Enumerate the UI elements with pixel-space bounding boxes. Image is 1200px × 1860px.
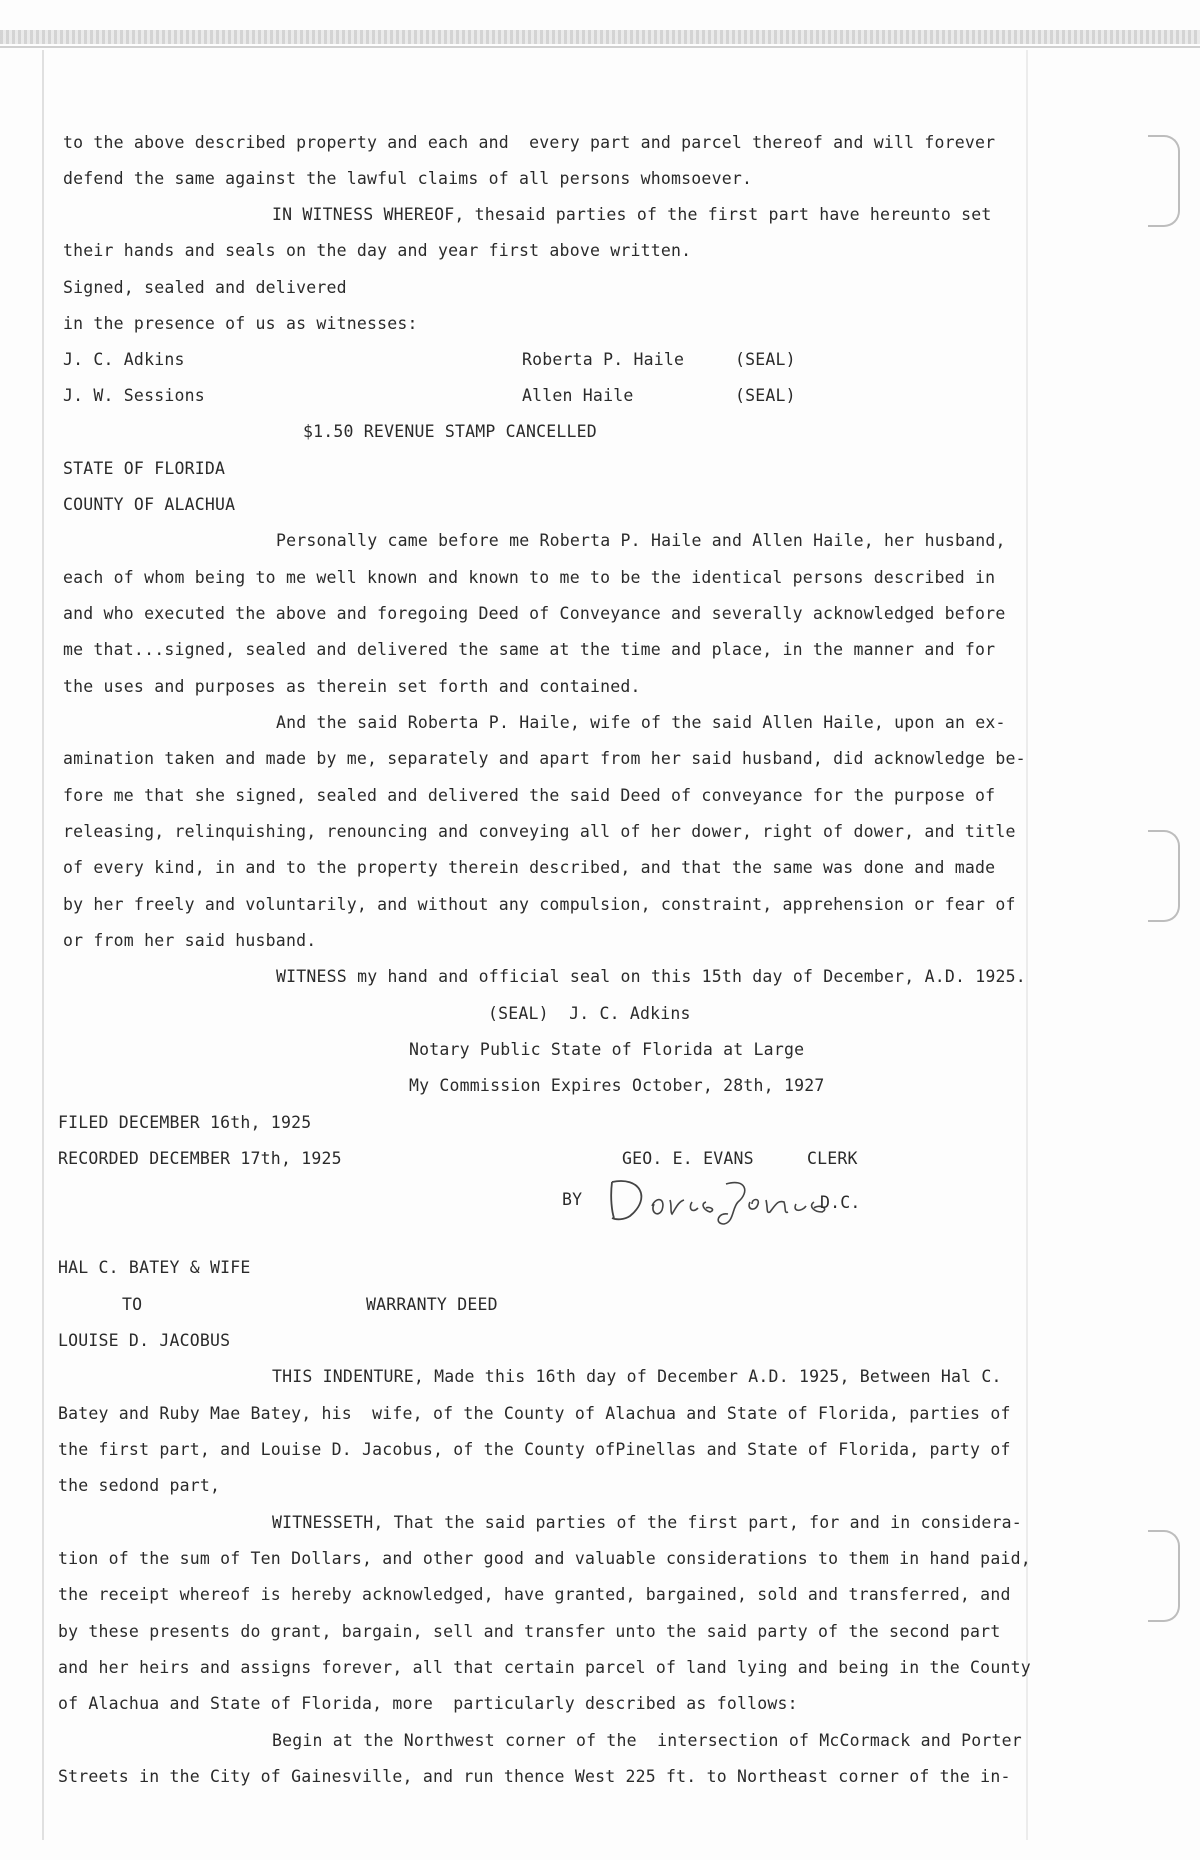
- text-line: to the above described property and each and every part and parcel thereof and will forever: [63, 133, 996, 152]
- text-line: and her heirs and assigns forever, all that certain parcel of land lying and being in the County: [58, 1658, 1031, 1677]
- text-line: tion of the sum of Ten Dollars, and other good and valuable considerations to them in hand paid,: [58, 1549, 1031, 1568]
- text-line: the first part, and Louise D. Jacobus, of the County ofPinellas and State of Florida, party of: [58, 1440, 1011, 1459]
- filed-date: FILED DECEMBER 16th, 1925: [58, 1113, 312, 1132]
- text-line: WITNESSETH, That the said parties of the first part, for and in considera-: [272, 1513, 1022, 1532]
- witness-name: J. C. Adkins: [63, 350, 185, 369]
- notary-title: Notary Public State of Florida at Large: [409, 1040, 805, 1059]
- signatory-name: Allen Haile: [522, 386, 634, 405]
- text-line: Begin at the Northwest corner of the intersection of McCormack and Porter: [272, 1731, 1022, 1750]
- signatory-name: Roberta P. Haile: [522, 350, 685, 369]
- text-line: the sedond part,: [58, 1476, 221, 1495]
- commission-expiry: My Commission Expires October, 28th, 1927: [409, 1076, 825, 1095]
- state-heading: STATE OF FLORIDA: [63, 459, 226, 478]
- text-line: by her freely and voluntarily, and without any compulsion, constraint, apprehension or fear of: [63, 895, 1016, 914]
- clerk-label: CLERK: [807, 1149, 858, 1168]
- recorded-date: RECORDED DECEMBER 17th, 1925: [58, 1149, 342, 1168]
- text-line: of every kind, in and to the property therein described, and that the same was done and made: [63, 858, 996, 877]
- binder-hole-2: [1148, 830, 1180, 922]
- text-line: Signed, sealed and delivered: [63, 278, 347, 297]
- binder-hole-1: [1148, 135, 1180, 227]
- revenue-stamp-note: $1.50 REVENUE STAMP CANCELLED: [303, 422, 597, 441]
- text-line: and who executed the above and foregoing Deed of Conveyance and severally acknowledged before: [63, 604, 1006, 623]
- witness-name: J. W. Sessions: [63, 386, 205, 405]
- text-line: WITNESS my hand and official seal on this 15th day of December, A.D. 1925.: [276, 967, 1026, 986]
- text-line: by these presents do grant, bargain, sell and transfer unto the said party of the second part: [58, 1622, 1001, 1641]
- text-line: of Alachua and State of Florida, more particularly described as follows:: [58, 1694, 798, 1713]
- signature-image: [600, 1168, 840, 1228]
- to-heading: TO: [122, 1295, 143, 1314]
- right-margin-rule: [1026, 50, 1028, 1840]
- notary-seal-line: (SEAL) J. C. Adkins: [488, 1004, 691, 1023]
- text-line: their hands and seals on the day and year first above written.: [63, 241, 692, 260]
- text-line: Batey and Ruby Mae Batey, his wife, of the County of Alachua and State of Florida, parties of: [58, 1404, 1011, 1423]
- text-line: defend the same against the lawful claims of all persons whomsoever.: [63, 169, 753, 188]
- county-heading: COUNTY OF ALACHUA: [63, 495, 236, 514]
- seal-label: (SEAL): [735, 386, 796, 405]
- text-line: amination taken and made by me, separately and apart from her said husband, did acknowledge be-: [63, 749, 1026, 768]
- scan-top-border: [0, 30, 1200, 44]
- clerk-name: GEO. E. EVANS: [622, 1149, 754, 1168]
- text-line: IN WITNESS WHEREOF, thesaid parties of the first part have hereunto set: [272, 205, 992, 224]
- grantee-heading: LOUISE D. JACOBUS: [58, 1331, 231, 1350]
- text-line: THIS INDENTURE, Made this 16th day of December A.D. 1925, Between Hal C.: [272, 1367, 1002, 1386]
- scan-top-rule: [0, 46, 1200, 48]
- seal-label: (SEAL): [735, 350, 796, 369]
- text-line: And the said Roberta P. Haile, wife of the said Allen Haile, upon an ex-: [276, 713, 1006, 732]
- binder-hole-3: [1148, 1530, 1180, 1622]
- text-line: releasing, relinquishing, renouncing and conveying all of her dower, right of dower, and title: [63, 822, 1016, 841]
- text-line: the receipt whereof is hereby acknowledged, have granted, bargained, sold and transferred, and: [58, 1585, 1011, 1604]
- text-line: each of whom being to me well known and known to me to be the identical persons described in: [63, 568, 996, 587]
- text-line: in the presence of us as witnesses:: [63, 314, 418, 333]
- left-margin-rule: [42, 50, 44, 1840]
- by-label: BY: [562, 1190, 583, 1209]
- deputy-clerk-signature: [600, 1168, 840, 1228]
- text-line: the uses and purposes as therein set forth and contained.: [63, 677, 641, 696]
- text-line: or from her said husband.: [63, 931, 317, 950]
- text-line: me that...signed, sealed and delivered the same at the time and place, in the manner and for: [63, 640, 996, 659]
- deed-type-heading: WARRANTY DEED: [366, 1295, 498, 1314]
- text-line: Streets in the City of Gainesville, and run thence West 225 ft. to Northeast corner of the in-: [58, 1767, 1011, 1786]
- deputy-clerk-label: D.C.: [820, 1193, 861, 1212]
- grantor-heading: HAL C. BATEY & WIFE: [58, 1258, 251, 1277]
- text-line: fore me that she signed, sealed and delivered the said Deed of conveyance for the purpose of: [63, 786, 996, 805]
- text-line: Personally came before me Roberta P. Haile and Allen Haile, her husband,: [276, 531, 1006, 550]
